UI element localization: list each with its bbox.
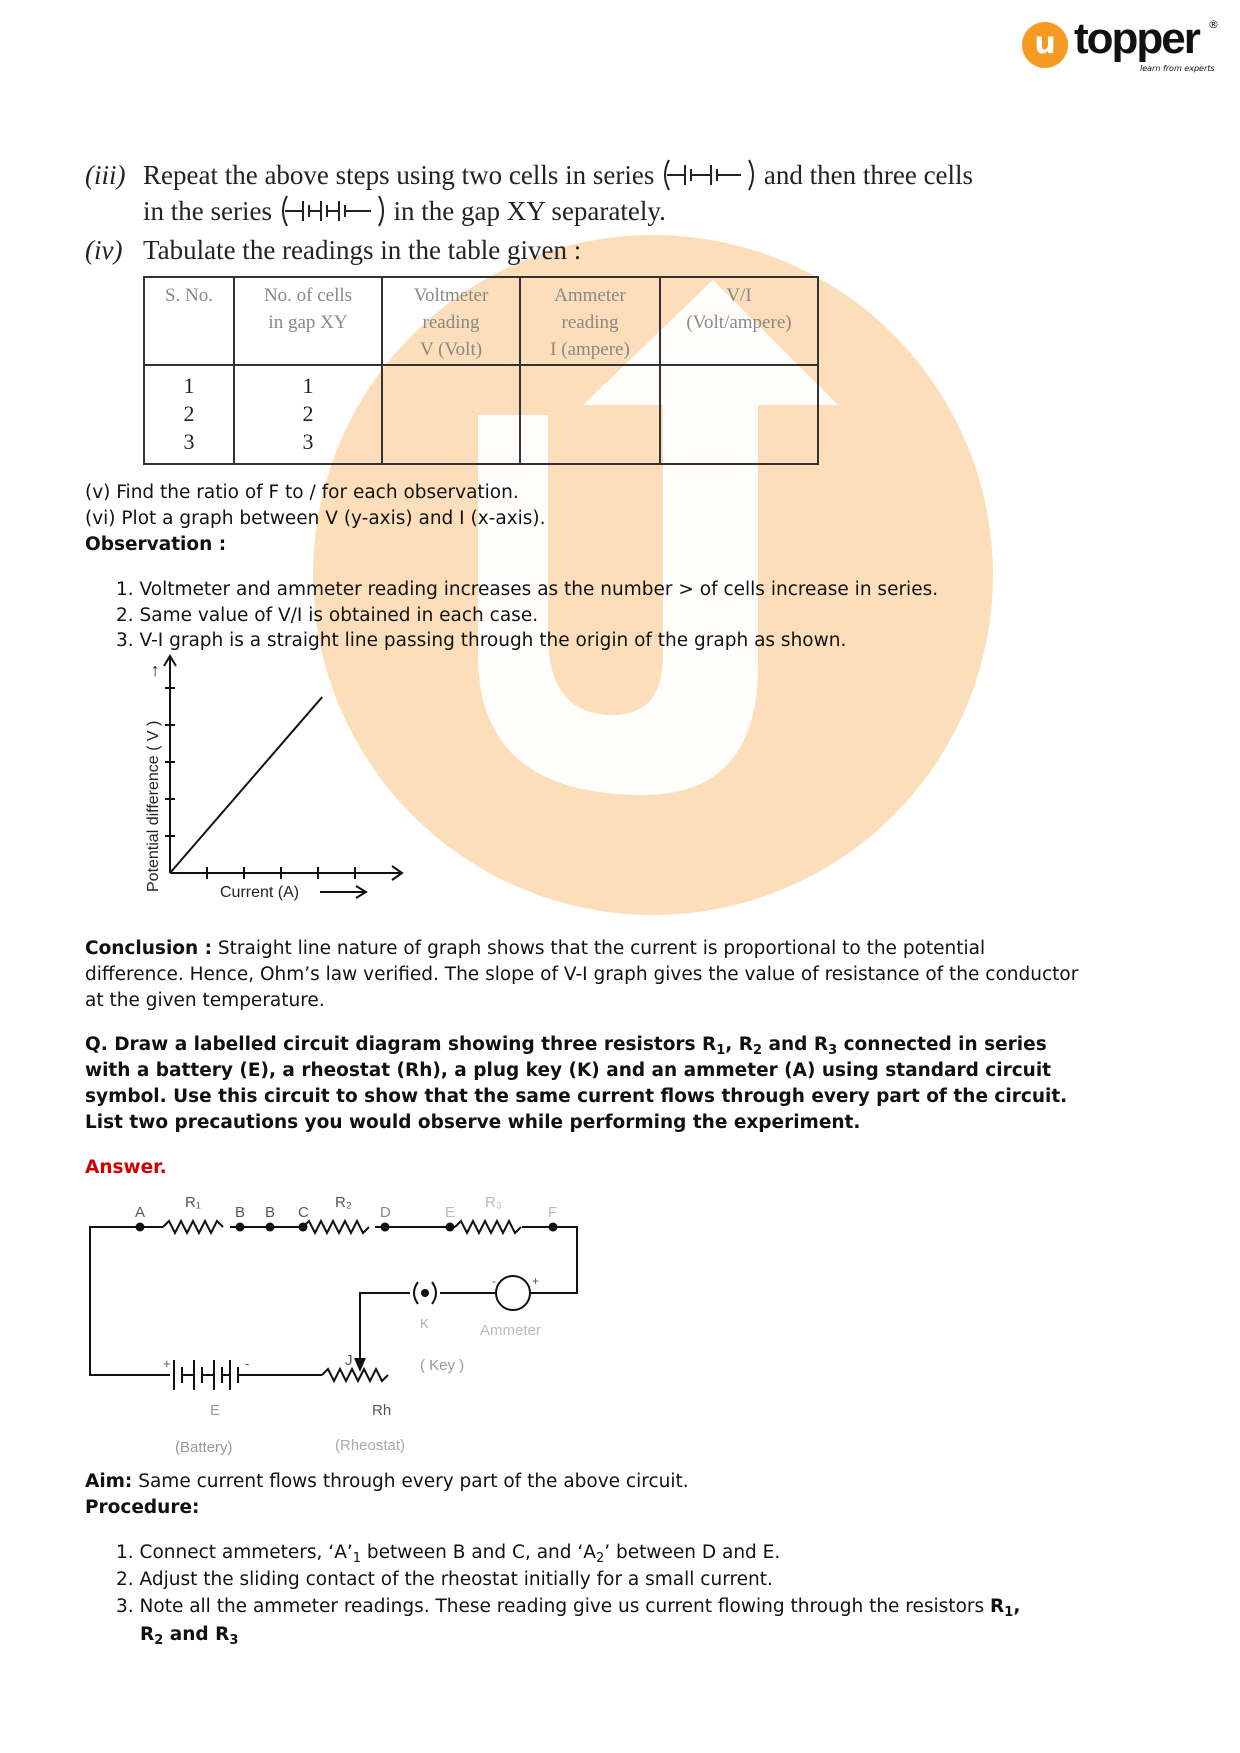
circuit-node xyxy=(136,1223,145,1232)
x-label-arrow-icon xyxy=(320,886,366,898)
svg-text:-: - xyxy=(245,1356,250,1371)
question-line: Q. Draw a labelled circuit diagram showing three resistors $R_1$, $R_2$ and $R_3$ connected in series xyxy=(85,1034,1047,1058)
circuit-node xyxy=(236,1223,245,1232)
x-axis-label: Current (A) xyxy=(220,884,300,901)
rheostat xyxy=(322,1369,388,1381)
observation-heading: Observation : xyxy=(85,534,227,555)
instruction-vi: (vi) Plot a graph between V (y-axis) and I (x-axis). xyxy=(85,508,546,529)
readings-table xyxy=(143,276,819,465)
procedure-item-cont: $R_2$ and $R_3$ xyxy=(140,1624,239,1648)
svg-text:F: F xyxy=(548,1204,558,1221)
procedure-item: 3. Note all the ammeter readings. These reading give us current flowing through the resistors $R_1$, xyxy=(116,1596,1021,1620)
question-line: symbol. Use this circuit to show that the same current flows through every part of the circuit. xyxy=(85,1086,1068,1107)
header-ammeter: Ammeter reading I (ampere) xyxy=(520,277,660,365)
logo-tagline: learn from experts xyxy=(1140,64,1215,73)
key-plug xyxy=(421,1289,429,1297)
observation-item: 1. Voltmeter and ammeter reading increases as the number > of cells increase in series. xyxy=(116,579,939,600)
step-iii-cont: in the series in the gap XY separately. xyxy=(143,196,666,226)
svg-text:+: + xyxy=(532,1274,540,1288)
step-iv: (iv) Tabulate the readings in the table given : xyxy=(85,235,582,265)
svg-text:E: E xyxy=(210,1402,221,1419)
table-body-row xyxy=(144,365,818,464)
wire xyxy=(90,1227,170,1375)
svg-text:C: C xyxy=(298,1204,309,1221)
x-axis xyxy=(170,866,402,880)
ratio-cell xyxy=(660,365,818,464)
sno-cell: 1 2 3 xyxy=(144,365,234,464)
table-header-row xyxy=(144,277,818,365)
svg-text:E: E xyxy=(445,1204,456,1221)
wire xyxy=(140,1227,577,1365)
y-axis-label: Potential difference ( V ) xyxy=(145,720,162,892)
svg-text:Ammeter: Ammeter xyxy=(480,1322,541,1339)
circuit-node xyxy=(549,1223,558,1232)
svg-text:Rh: Rh xyxy=(372,1402,392,1419)
conclusion-line: at the given temperature. xyxy=(85,990,325,1011)
battery-symbol xyxy=(174,1360,244,1390)
voltmeter-cell xyxy=(382,365,520,464)
svg-text:( Key ): ( Key ) xyxy=(420,1357,465,1374)
question-line: with a battery (E), a rheostat (Rh), a plug key (K) and an ammeter (A) using standard circuit xyxy=(85,1060,1052,1081)
svg-text:B: B xyxy=(235,1204,246,1221)
logo-mark-icon: u xyxy=(1022,22,1068,68)
cells-cell: 1 2 3 xyxy=(234,365,382,464)
observation-item: 2. Same value of V/I is obtained in each case. xyxy=(116,605,539,626)
svg-text:D: D xyxy=(380,1204,391,1221)
svg-text:(Battery): (Battery) xyxy=(175,1439,233,1456)
svg-text:R₂: R₂ xyxy=(335,1194,352,1211)
logo-brand: topper xyxy=(1074,14,1199,63)
svg-text:(Rheostat): (Rheostat) xyxy=(335,1437,406,1454)
question-line: List two precautions you would observe while performing the experiment. xyxy=(85,1112,861,1133)
vi-graph xyxy=(130,650,430,920)
conclusion-line: Conclusion : Straight line nature of graph shows that the current is proportional to the potential xyxy=(85,938,986,959)
procedure-item: 1. Connect ammeters, ‘$A’_1$ between B and C, and ‘$A_2$’ between D and E. xyxy=(116,1542,781,1566)
header-cells: No. of cells in gap XY xyxy=(234,277,382,365)
procedure-item: 2. Adjust the sliding contact of the rheostat initially for a small current. xyxy=(116,1569,773,1590)
y-axis-arrow-icon: → xyxy=(142,662,162,680)
circuit-node xyxy=(266,1223,275,1232)
header-voltmeter: Voltmeter reading V (Volt) xyxy=(382,277,520,365)
logo-registered: ® xyxy=(1208,18,1219,31)
step-iii: (iii) Repeat the above steps using two cells in series and then three cells xyxy=(85,160,974,190)
three-cells-symbol-icon xyxy=(279,194,387,228)
vi-line xyxy=(170,697,322,873)
resistor-r1 xyxy=(163,1221,223,1233)
instruction-v: (v) Find the ratio of F to / for each observation. xyxy=(85,482,519,503)
header-ratio: V/I (Volt/ampere) xyxy=(660,277,818,365)
ammeter-symbol xyxy=(496,1276,530,1310)
circuit-node xyxy=(299,1223,308,1232)
svg-text:R₁: R₁ xyxy=(185,1194,201,1211)
svg-text:K: K xyxy=(420,1316,429,1331)
ammeter-cell xyxy=(520,365,660,464)
svg-text:R₃: R₃ xyxy=(485,1194,502,1211)
header-sno: S. No. xyxy=(144,277,234,365)
conclusion-line: difference. Hence, Ohm’s law verified. The slope of V-I graph gives the value of resistance of the conductor xyxy=(85,964,1079,985)
svg-text:J: J xyxy=(345,1352,353,1369)
svg-text:B: B xyxy=(265,1204,276,1221)
resistor-r3 xyxy=(455,1221,521,1233)
aim: Aim: Same current flows through every part of the above circuit. xyxy=(85,1471,689,1492)
procedure-heading: Procedure: xyxy=(85,1497,200,1518)
svg-text:A: A xyxy=(135,1204,146,1221)
circuit-diagram xyxy=(0,1190,640,1470)
observation-item: 3. V-I graph is a straight line passing through the origin of the graph as shown. xyxy=(116,630,847,651)
svg-text:+: + xyxy=(163,1356,171,1371)
svg-text:-: - xyxy=(492,1274,496,1288)
circuit-node xyxy=(446,1223,455,1232)
two-cells-symbol-icon xyxy=(661,158,757,192)
topper-logo xyxy=(1022,14,1227,80)
answer-label: Answer. xyxy=(85,1157,167,1178)
resistor-r2 xyxy=(303,1221,369,1233)
circuit-node xyxy=(381,1223,390,1232)
